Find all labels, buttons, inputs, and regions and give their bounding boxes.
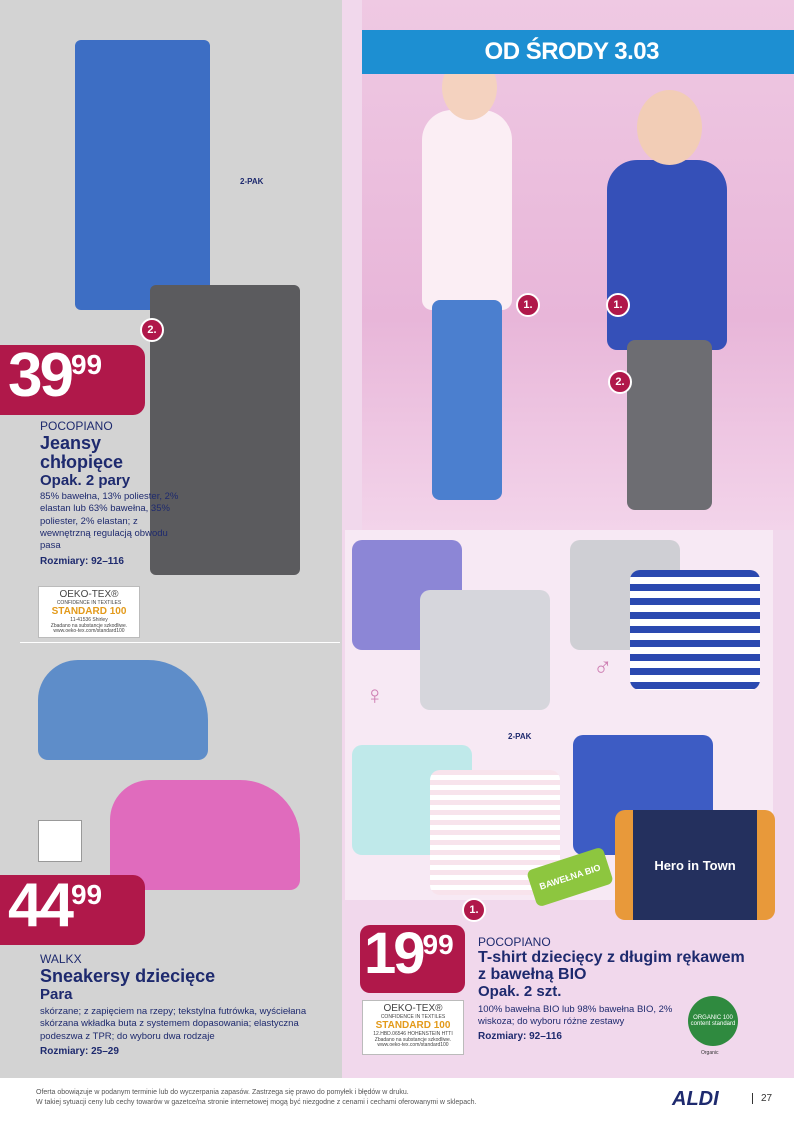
footer-line-2: W takiej sytuacji ceny lub cechy towarów w gazetce/na stronie internetowej mogą być niezgodne z cenami i cechami oferowanymi w sklepach. <box>36 1098 477 1106</box>
price-cents: 99 <box>70 879 103 910</box>
date-banner: OD ŚRODY 3.03 <box>362 30 794 74</box>
bio-badge: BAWEŁNA BIO <box>526 847 614 908</box>
oeko-tex-label <box>362 1000 464 1055</box>
boy-head <box>637 90 702 165</box>
male-icon: ♂ <box>593 652 613 682</box>
grey-shirt-image <box>420 590 550 710</box>
sizes: Rozmiary: 25–29 <box>40 1045 119 1057</box>
jeans-price <box>0 341 145 415</box>
pack-label: 2-PAK <box>240 177 264 186</box>
oeko-standard: STANDARD 100 <box>51 606 127 618</box>
product-title-2: z bawełną BIO <box>478 965 587 983</box>
product-subtitle: Para <box>40 985 73 1003</box>
aldi-logo: ALDI <box>672 1088 719 1110</box>
kids-photo <box>362 0 794 530</box>
divider <box>20 642 340 643</box>
price-main: 19 <box>364 921 423 986</box>
marker-1c: 1. <box>462 898 486 922</box>
price-cents: 99 <box>70 349 103 380</box>
oeko-standard: STANDARD 100 <box>375 1020 451 1032</box>
price-cents: 99 <box>422 929 454 960</box>
product-title: T-shirt dziecięcy z długim rękawem <box>478 948 745 966</box>
price-main: 44 <box>8 871 71 940</box>
product-subtitle: Opak. 2 pary <box>40 471 131 489</box>
blue-sneaker-image <box>38 660 208 760</box>
oeko-note: Zbadano na substancje szkodliwe. www.oeko-tex.com/standard100 <box>50 622 128 635</box>
female-icon: ♀ <box>365 680 385 710</box>
footer-disclaimer <box>36 1088 476 1108</box>
product-title: Sneakersy dziecięce <box>40 965 216 986</box>
girl-leggings <box>432 300 502 500</box>
marker-2: 2. <box>140 318 164 342</box>
marker-1b: 1. <box>606 293 630 317</box>
blue-pants-image <box>75 40 210 310</box>
hero-shirt-image: Hero in Town <box>615 810 775 920</box>
product-description: 100% bawełna BIO lub 98% bawełna BIO, 2% wiskoza; do wyboru różne zestawy <box>478 1003 673 1027</box>
sizes: Rozmiary: 92–116 <box>40 555 124 567</box>
oeko-code: 11-41536 Shirley <box>70 616 108 623</box>
oeko-code: 12.HBD.06546 HOHENSTEIN HTTI <box>373 1030 453 1037</box>
boy-jeans <box>627 340 712 510</box>
tshirt-price <box>360 921 465 993</box>
organic-logo: ORGANIC 100 content standard <box>688 996 738 1046</box>
striped-shirt-image <box>630 570 760 690</box>
oeko-name: OEKO-TEX® <box>59 589 119 600</box>
page-number: 27 <box>752 1093 772 1104</box>
brand: POCOPIANO <box>40 419 113 433</box>
product-title: Jeansy <box>40 432 102 453</box>
marker-1: 1. <box>516 293 540 317</box>
oeko-name: OEKO-TEX® <box>383 1003 443 1014</box>
marker-2: 2. <box>608 370 632 394</box>
boy-shirt <box>607 160 727 350</box>
product-title-2: chłopięce <box>40 451 124 472</box>
pack-label: 2-PAK <box>508 732 532 741</box>
organic-sub: Organic <box>701 1050 719 1056</box>
oeko-tag: CONFIDENCE IN TEXTILES <box>380 1013 446 1020</box>
sizes: Rozmiary: 92–116 <box>478 1031 562 1043</box>
leather-icon <box>38 820 82 862</box>
brand: POCOPIANO <box>478 935 551 949</box>
product-description: 85% bawełna, 13% poliester, 2% elastan lub 63% bawełna, 35% poliester, 2% elastan; z wewnętrzną regulacją obwodu pasa <box>40 490 179 552</box>
oeko-tag: CONFIDENCE IN TEXTILES <box>56 599 122 606</box>
girl-shirt <box>422 110 512 310</box>
product-description: skórzane; z zapięciem na rzepy; tekstylna futrówka, wyściełana skórzana wkładka buta z systemem dopasowania; elastyczna podeszwa z TPR; do wyboru dwa rodzaje <box>40 1005 307 1042</box>
product-subtitle: Opak. 2 szt. <box>478 983 562 1001</box>
sneakers-price <box>0 871 145 945</box>
pink-sneaker-image <box>110 780 300 890</box>
oeko-tex-label <box>38 586 140 638</box>
price-main: 39 <box>8 341 71 410</box>
brand: WALKX <box>40 952 82 966</box>
footer-line-1: Oferta obowiązuje w podanym terminie lub do wyczerpania zapasów. Zastrzega się prawo do pomyłek i błędów w druku. <box>36 1089 409 1096</box>
oeko-note: Zbadano na substancje szkodliwe. www.oeko-tex.com/standard100 <box>374 1036 452 1049</box>
